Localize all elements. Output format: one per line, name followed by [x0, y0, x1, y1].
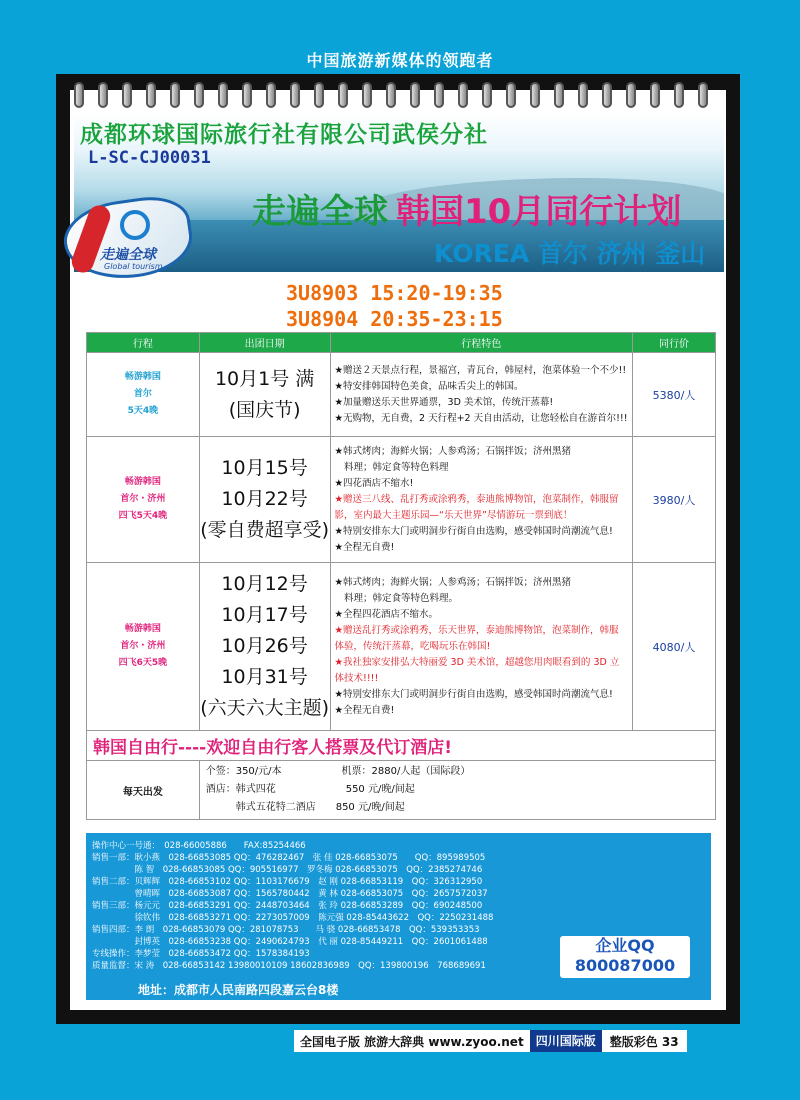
contact-line: 徐钦伟 028-66853271 QQ：2273057009 陈元强 028-85443622 QQ：2250231488	[92, 913, 494, 923]
contact-line: 质量监督：宋 涛 028-66853142 13980010109 18602836989 QQ：139800196 768689691	[92, 961, 486, 971]
feature-line: ★四花酒店不缩水!	[334, 477, 414, 489]
date-item: 10月31号	[221, 666, 308, 688]
itinerary-table	[86, 332, 716, 820]
contact-panel	[86, 833, 711, 1000]
contact-line: 专线操作：李梦莹 028-66853472 QQ：1578384193	[92, 949, 310, 959]
route-duration: 四飞6天5晚	[118, 658, 168, 668]
date-cell	[199, 563, 330, 731]
price-cell: 5380/人	[633, 353, 716, 437]
daily-departure-label: 每天出发	[87, 761, 200, 820]
col-route: 行程	[87, 333, 200, 353]
route-cell	[87, 353, 200, 437]
contact-line: 销售三部：杨元元 028-66853291 QQ：2448703464 张 玲 028-66853289 QQ：690248500	[92, 901, 483, 911]
feature-line: ★特安排韩国特色美食，品味舌尖上的韩国。	[334, 380, 524, 392]
table-row	[87, 353, 716, 437]
route-title: 畅游韩国	[124, 372, 161, 382]
footer-edition: 四川国际版	[530, 1030, 602, 1052]
address: 地址：成都市人民南路四段嘉云台8楼	[138, 983, 339, 997]
date-note: (六天六大主题)	[200, 697, 330, 719]
route-duration: 四飞5天4晚	[118, 511, 168, 521]
date-item: 10月15号	[221, 457, 308, 479]
feature-line: ★赠送２天景点行程，景福宫，青瓦台，韩屋村，泡菜体验一个不少!!	[334, 364, 627, 376]
feature-line: ★全程无自费!	[334, 541, 395, 553]
table-header	[87, 333, 716, 353]
date-item: 10月22号	[221, 488, 308, 510]
feature-line: ★赠送三八线、乱打秀或涂鸦秀，泰迪熊博物馆，泡菜制作，韩服留	[334, 493, 619, 505]
feature-line: ★韩式烤肉；海鲜火锅；人参鸡汤；石锅拌饭；济州黑猪	[334, 576, 572, 588]
date-item: 10月12号	[221, 573, 308, 595]
page-footer	[294, 1030, 687, 1052]
feature-line: ★特别安排东大门或明洞步行街自由选购，感受韩国时尚潮流气息!	[334, 525, 613, 537]
date-note: (零自费超享受)	[200, 519, 330, 541]
flight-info	[286, 280, 503, 332]
route-title: 畅游韩国	[124, 477, 161, 487]
route-cities: 首尔	[133, 389, 152, 399]
feature-line: 料理；韩定食等特色料理。	[334, 592, 459, 604]
free-travel-row	[87, 731, 716, 761]
qq-label: 企业QQ	[595, 936, 655, 955]
brand-logo	[60, 196, 196, 282]
flight-return: 3U8904 20:35-23:15	[286, 307, 503, 331]
service-line: 个签：350/元/本 机票：2880/人起（国际段）	[205, 766, 471, 777]
feature-line: ★全程四花酒店不缩水。	[334, 608, 439, 620]
daily-services	[199, 761, 715, 820]
feature-line: 料理；韩定食等特色料理	[334, 461, 449, 473]
route-cell	[87, 563, 200, 731]
date-item: 10月1号 满	[214, 367, 315, 390]
date-cell	[199, 437, 330, 563]
headline-slogan: 走遍全球	[252, 192, 388, 232]
spiral-binding	[74, 82, 724, 110]
flight-outbound: 3U8903 15:20-19:35	[286, 281, 503, 305]
contact-line: 销售二部：贝辉辉 028-66853102 QQ：1103176679 赵 刚 028-66853119 QQ：326312950	[92, 877, 483, 887]
route-duration: 5天4晚	[127, 406, 159, 416]
route-title: 畅游韩国	[124, 624, 161, 634]
globe-icon	[120, 210, 150, 240]
logo-subtext: Global tourism	[104, 262, 163, 271]
top-slogan: 中国旅游新媒体的领跑者	[306, 51, 494, 70]
contact-line: 销售四部：李 朗 028-66853079 QQ：281078753 马 骁 028-66853478 QQ：539353353	[92, 925, 480, 935]
footer-site: 全国电子版 旅游大辞典 www.zyoo.net	[300, 1034, 524, 1049]
route-cities: 首尔・济州	[120, 641, 166, 651]
footer-page: 整版彩色 33	[609, 1034, 679, 1049]
feature-line: 影，室内最大主题乐园—“乐天世界”尽情游玩一票到底！	[334, 509, 573, 521]
free-travel-banner: 韩国自由行----欢迎自由行客人搭票及代订酒店!	[87, 731, 716, 761]
date-cell	[199, 353, 330, 437]
daily-row	[87, 761, 716, 820]
contact-line: 陈 智 028-66853085 QQ：905516977 罗冬梅 028-66853075 QQ：2385274746	[92, 865, 483, 875]
qq-number: 800087000	[574, 956, 676, 975]
table-row	[87, 563, 716, 731]
feature-line: ★全程无自费!	[334, 704, 395, 716]
route-cell	[87, 437, 200, 563]
date-item: 10月17号	[221, 604, 308, 626]
price-cell: 3980/人	[633, 437, 716, 563]
service-line: 酒店：韩式四花 550 元/晚/间起	[205, 784, 415, 795]
route-cities: 首尔・济州	[120, 494, 166, 504]
feature-line: 体技术!!!!	[334, 672, 379, 684]
date-item: 10月26号	[221, 635, 308, 657]
contact-line: 操作中心一号通： 028-66005886 FAX:85254466	[92, 841, 306, 851]
table-row	[87, 437, 716, 563]
feature-cell	[330, 437, 633, 563]
enterprise-qq	[560, 936, 690, 978]
headline	[252, 184, 681, 233]
feature-cell	[330, 563, 633, 731]
feature-line: 体验，传统汗蒸幕，吃喝玩乐在韩国!	[334, 640, 491, 652]
logo-text: 走遍全球	[100, 247, 156, 263]
col-price: 同行价	[633, 333, 716, 353]
feature-line: ★韩式烤肉；海鲜火锅；人参鸡汤；石锅拌饭；济州黑猪	[334, 445, 572, 457]
headline-plan: 韩国10月同行计划	[396, 192, 682, 232]
contact-line: 销售一部：耿小燕 028-66853085 QQ：476282467 张 佳 028-66853075 QQ：895989505	[92, 853, 486, 863]
date-note: (国庆节)	[228, 398, 301, 421]
contact-line: 封博英 028-66853238 QQ：2490624793 代 丽 028-85449211 QQ：2601061488	[92, 937, 488, 947]
feature-line: ★加量赠送乐天世界通票，3D 美术馆，传统汗蒸幕!	[334, 396, 554, 408]
price-cell: 4080/人	[633, 563, 716, 731]
feature-cell	[330, 353, 633, 437]
col-date: 出团日期	[199, 333, 330, 353]
contact-line: 曾晴晖 028-66853087 QQ：1565780442 黄 林 028-66853075 QQ：2657572037	[92, 889, 488, 899]
col-features: 行程特色	[330, 333, 633, 353]
feature-line: ★我社独家安排弘大特丽爱 3D 美术馆，超越您用肉眼看到的 3D 立	[334, 656, 620, 668]
feature-line: ★无购物，无自费，2 天行程+2 天自由活动，让您轻松自在游首尔!!!	[334, 412, 628, 424]
service-line: 韩式五花特二酒店 850 元/晚/间起	[205, 802, 405, 813]
license-number: L-SC-CJ00031	[88, 148, 211, 168]
feature-line: ★赠送乱打秀或涂鸦秀，乐天世界，泰迪熊博物馆，泡菜制作，韩服	[334, 624, 619, 636]
feature-line: ★特别安排东大门或明洞步行街自由选购，感受韩国时尚潮流气息!	[334, 688, 613, 700]
company-name: 成都环球国际旅行社有限公司武侯分社	[80, 122, 488, 148]
destinations: KOREA 首尔 济州 釜山	[434, 239, 706, 268]
